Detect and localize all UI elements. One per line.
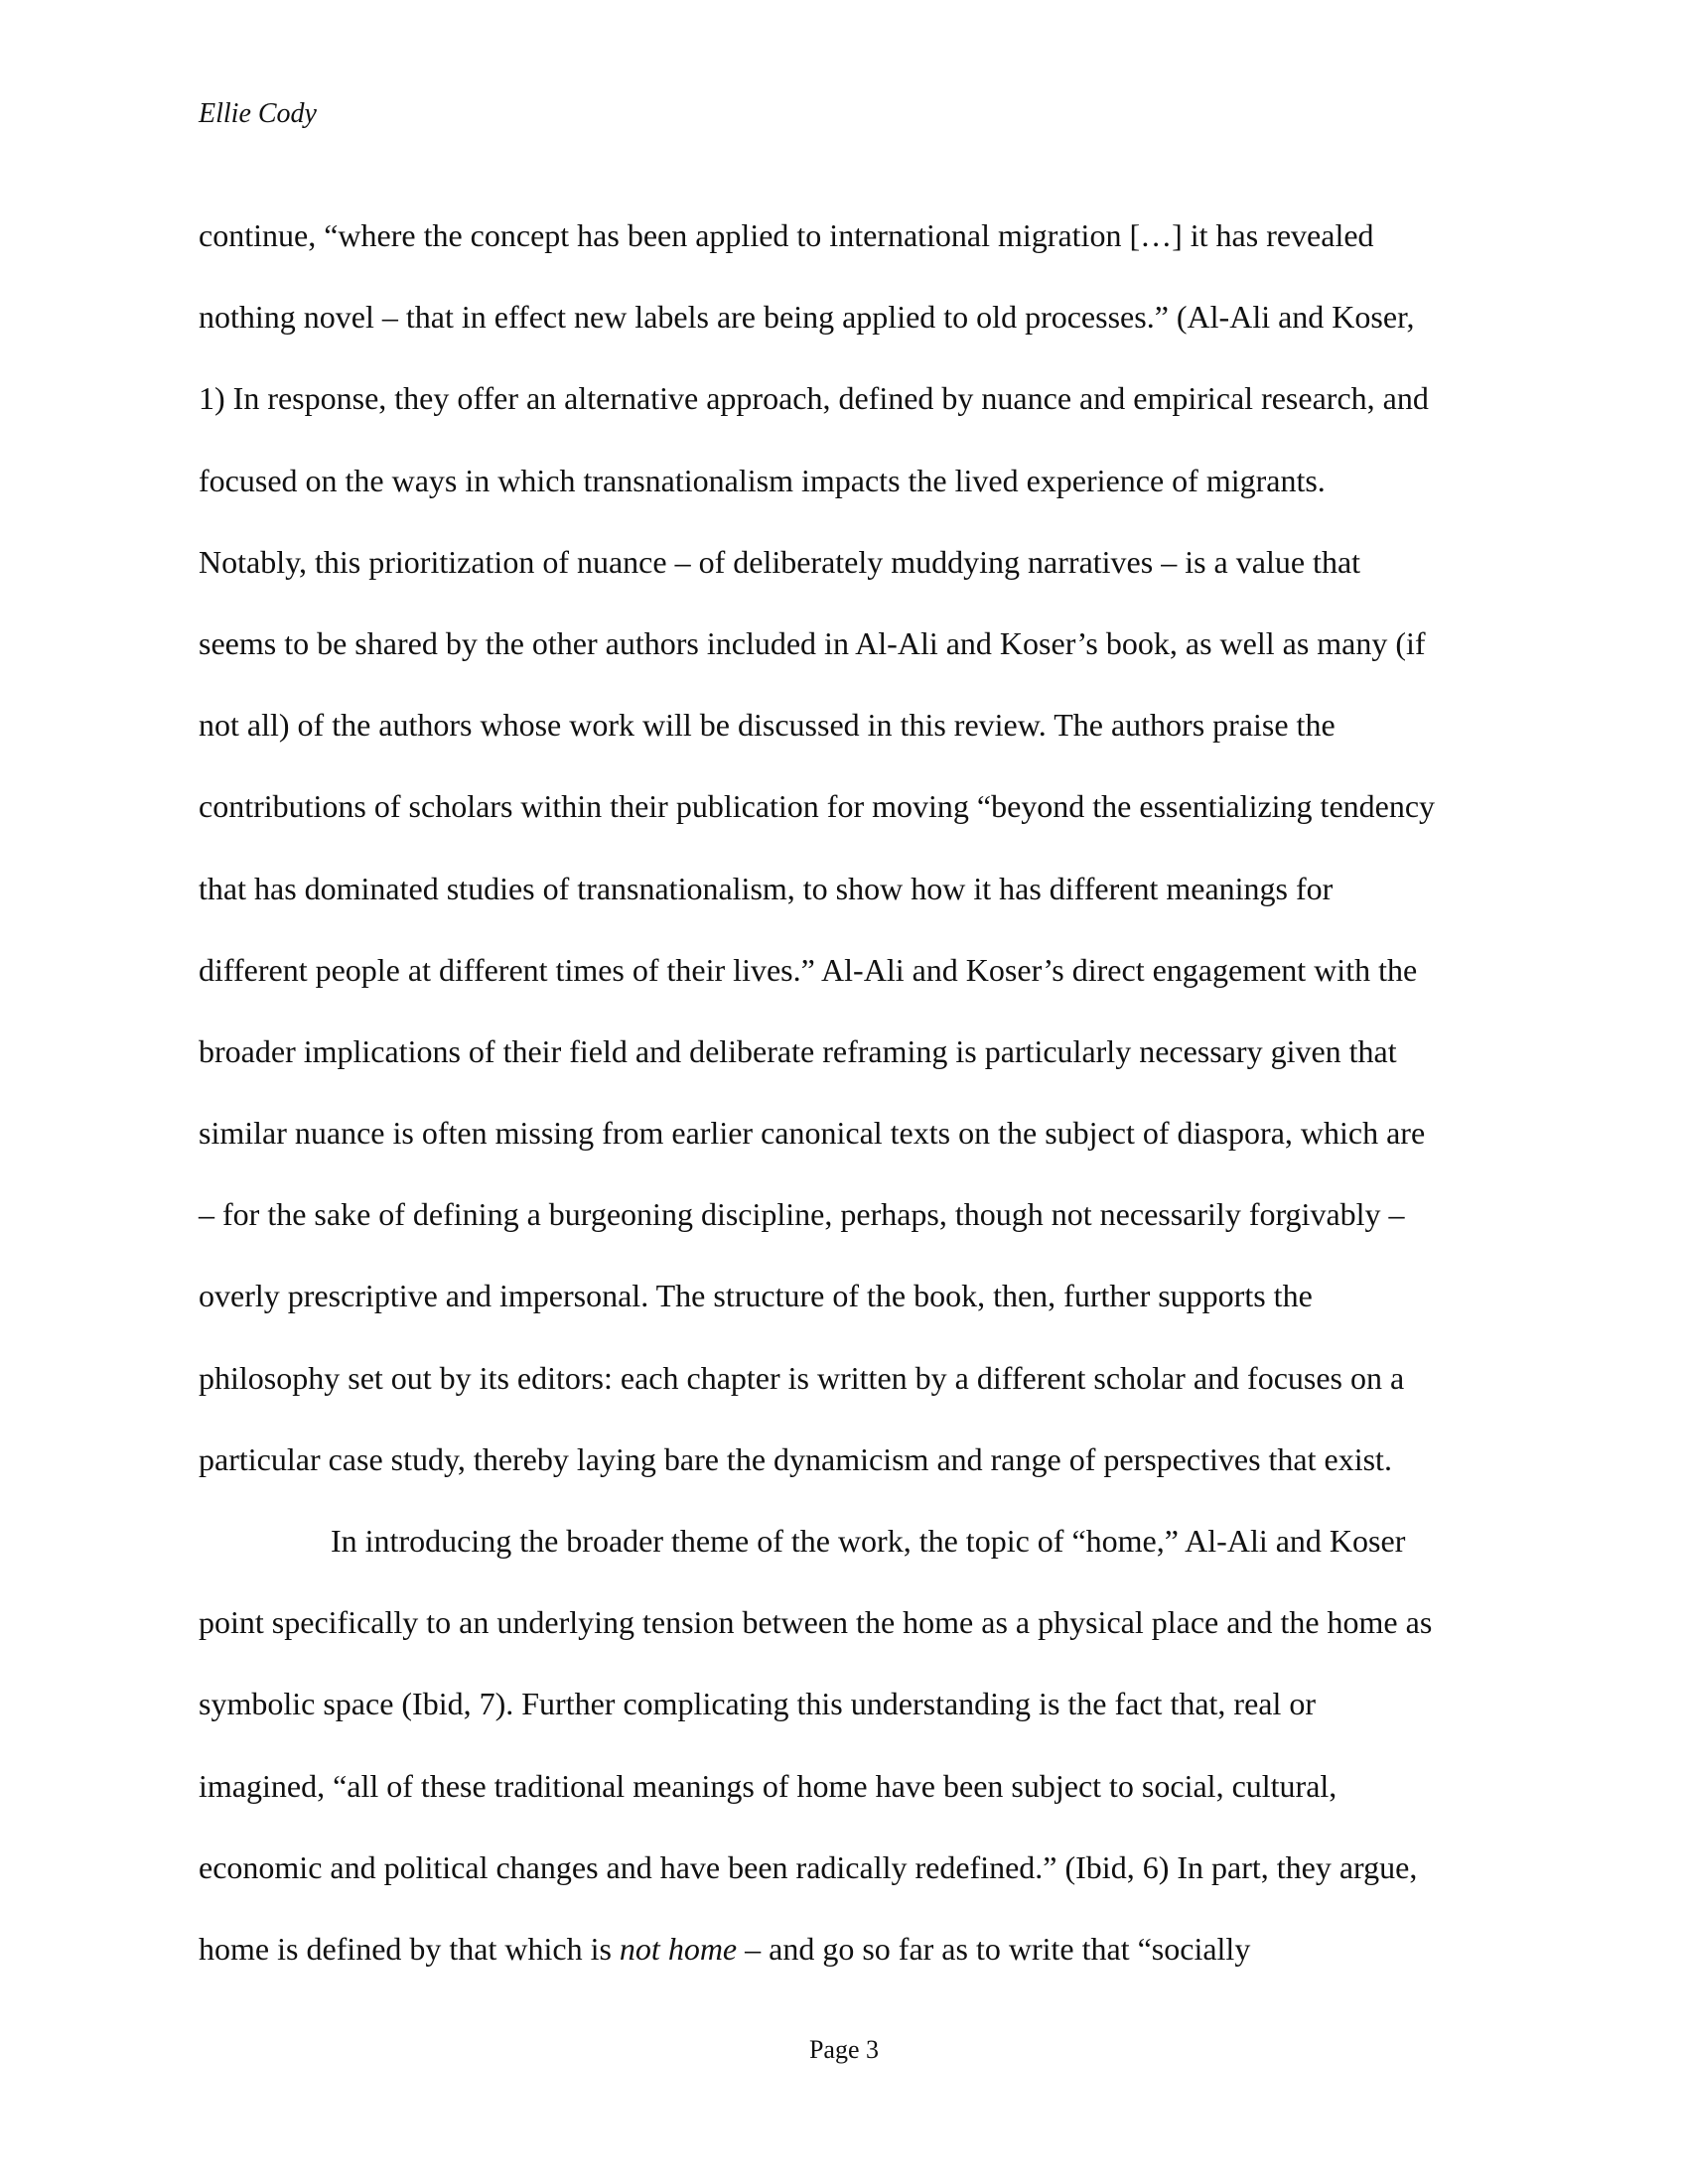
page-number: Page 3 bbox=[808, 2035, 880, 2064]
text-line: philosophy set out by its editors: each chapter is written by a different scholar and focuses on a bbox=[199, 1359, 1405, 1396]
last-line-before: home is defined by that which is bbox=[199, 1930, 620, 1967]
paragraph-start-line: In introducing the broader theme of the work, the topic of “home,” Al-Ali and Koser bbox=[331, 1523, 1406, 1559]
text-line: point specifically to an underlying tension between the home as a physical place and the home as bbox=[199, 1604, 1433, 1641]
text-line: broader implications of their field and deliberate reframing is particularly necessary given that bbox=[199, 1032, 1397, 1069]
text-line: particular case study, thereby laying bare the dynamicism and range of perspectives that exist. bbox=[199, 1440, 1392, 1477]
body-text bbox=[199, 195, 1529, 1989]
text-line: different people at different times of their lives.” Al-Ali and Koser’s direct engagement with the bbox=[199, 951, 1418, 988]
text-line: continue, “where the concept has been applied to international migration […] it has revealed bbox=[199, 217, 1374, 253]
text-line: 1) In response, they offer an alternative approach, defined by nuance and empirical research, and bbox=[199, 380, 1429, 417]
text-line: seems to be shared by the other authors included in Al-Ali and Koser’s book, as well as many (if bbox=[199, 624, 1426, 661]
running-header-author: Ellie Cody bbox=[199, 98, 317, 129]
text-line-last bbox=[199, 1908, 1529, 1989]
text-line: contributions of scholars within their publication for moving “beyond the essentializing tendency bbox=[199, 788, 1436, 825]
text-line: Notably, this prioritization of nuance – of deliberately muddying narratives – is a value that bbox=[199, 543, 1361, 580]
emphasis-not-home: not home bbox=[619, 1930, 738, 1967]
text-line: not all) of the authors whose work will be discussed in this review. The authors praise the bbox=[199, 707, 1336, 744]
text-line: similar nuance is often missing from earlier canonical texts on the subject of diaspora, which are bbox=[199, 1115, 1426, 1152]
last-line-after: – and go so far as to write that “socially bbox=[737, 1930, 1251, 1967]
text-line: – for the sake of defining a burgeoning discipline, perhaps, though not necessarily forgivably – bbox=[199, 1196, 1405, 1233]
text-line: economic and political changes and have been radically redefined.” (Ibid, 6) In part, they argue, bbox=[199, 1848, 1418, 1885]
text-line: overly prescriptive and impersonal. The structure of the book, then, further supports the bbox=[199, 1278, 1313, 1314]
text-line: focused on the ways in which transnationalism impacts the lived experience of migrants. bbox=[199, 462, 1326, 498]
text-line: nothing novel – that in effect new labels are being applied to old processes.” (Al-Ali and Koser, bbox=[199, 299, 1415, 336]
text-line: imagined, “all of these traditional meanings of home have been subject to social, cultural, bbox=[199, 1767, 1337, 1804]
text-line: symbolic space (Ibid, 7). Further complicating this understanding is the fact that, real or bbox=[199, 1686, 1317, 1722]
text-line: that has dominated studies of transnationalism, to show how it has different meanings for bbox=[199, 870, 1334, 906]
